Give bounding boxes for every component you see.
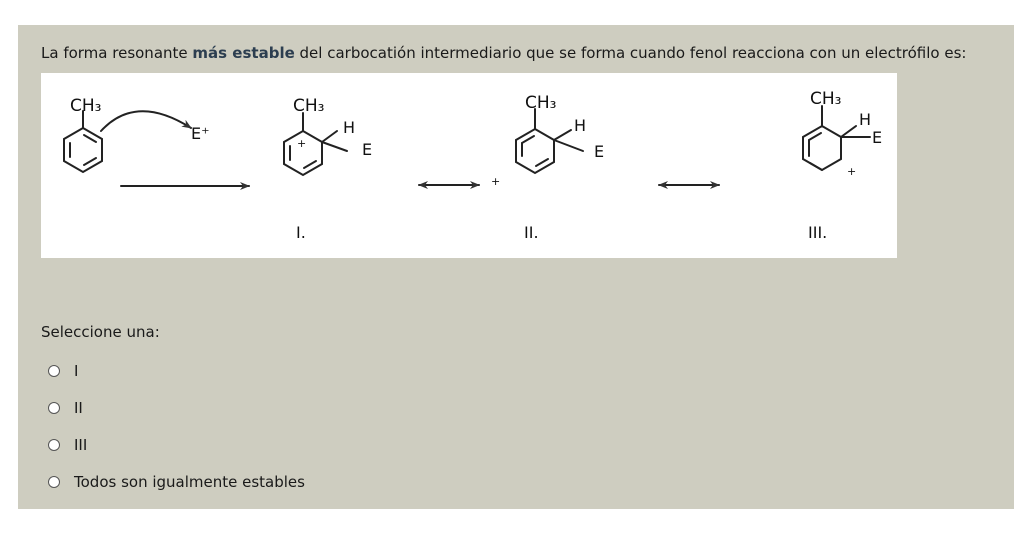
emphasis-text: más estable xyxy=(192,44,295,62)
structure-i-plus: + xyxy=(297,137,307,150)
structure-i-label: I. xyxy=(296,223,306,242)
curved-arrow xyxy=(101,111,191,131)
structure-iii-e-label: E xyxy=(872,128,883,147)
structure-iii-ch3-label: CH₃ xyxy=(810,89,842,109)
structure-iii-label: III. xyxy=(808,223,828,242)
option-i[interactable] xyxy=(48,352,305,389)
option-label[interactable]: I xyxy=(74,361,79,380)
structure-ii-h-label: H xyxy=(574,116,587,135)
structure-i-e-label: E xyxy=(362,140,373,159)
option-label[interactable]: III xyxy=(74,435,88,454)
reaction-figure xyxy=(41,73,897,258)
reaction-diagram xyxy=(41,73,897,258)
answer-options xyxy=(48,352,305,500)
radio-button[interactable] xyxy=(48,402,60,414)
toluene-ch3-label: CH₃ xyxy=(70,96,102,116)
structure-ii-e-label: E xyxy=(594,142,605,161)
radio-button[interactable] xyxy=(48,476,60,488)
option-iii[interactable] xyxy=(48,426,305,463)
structure-ii-plus: + xyxy=(491,175,501,188)
electrophile-label: E⁺ xyxy=(191,124,210,143)
select-prompt: Seleccione una: xyxy=(41,323,160,341)
radio-button[interactable] xyxy=(48,439,60,451)
structure-i-ch3-label: CH₃ xyxy=(293,96,325,116)
structure-i-h-label: H xyxy=(343,118,356,137)
option-all-equal[interactable] xyxy=(48,463,305,500)
question-text: La forma resonante más estable del carbocatión intermediario que se forma cuando fenol reacciona con un electrófilo es: xyxy=(41,44,967,62)
structure-ii-ch3-label: CH₃ xyxy=(525,93,557,113)
structure-iii-plus: + xyxy=(847,165,857,178)
radio-button[interactable] xyxy=(48,365,60,377)
question-panel xyxy=(18,25,1014,509)
structure-iii-h-label: H xyxy=(859,110,872,129)
structure-ii-label: II. xyxy=(524,223,539,242)
option-label[interactable]: Todos son igualmente estables xyxy=(74,472,305,491)
option-ii[interactable] xyxy=(48,389,305,426)
option-label[interactable]: II xyxy=(74,398,83,417)
